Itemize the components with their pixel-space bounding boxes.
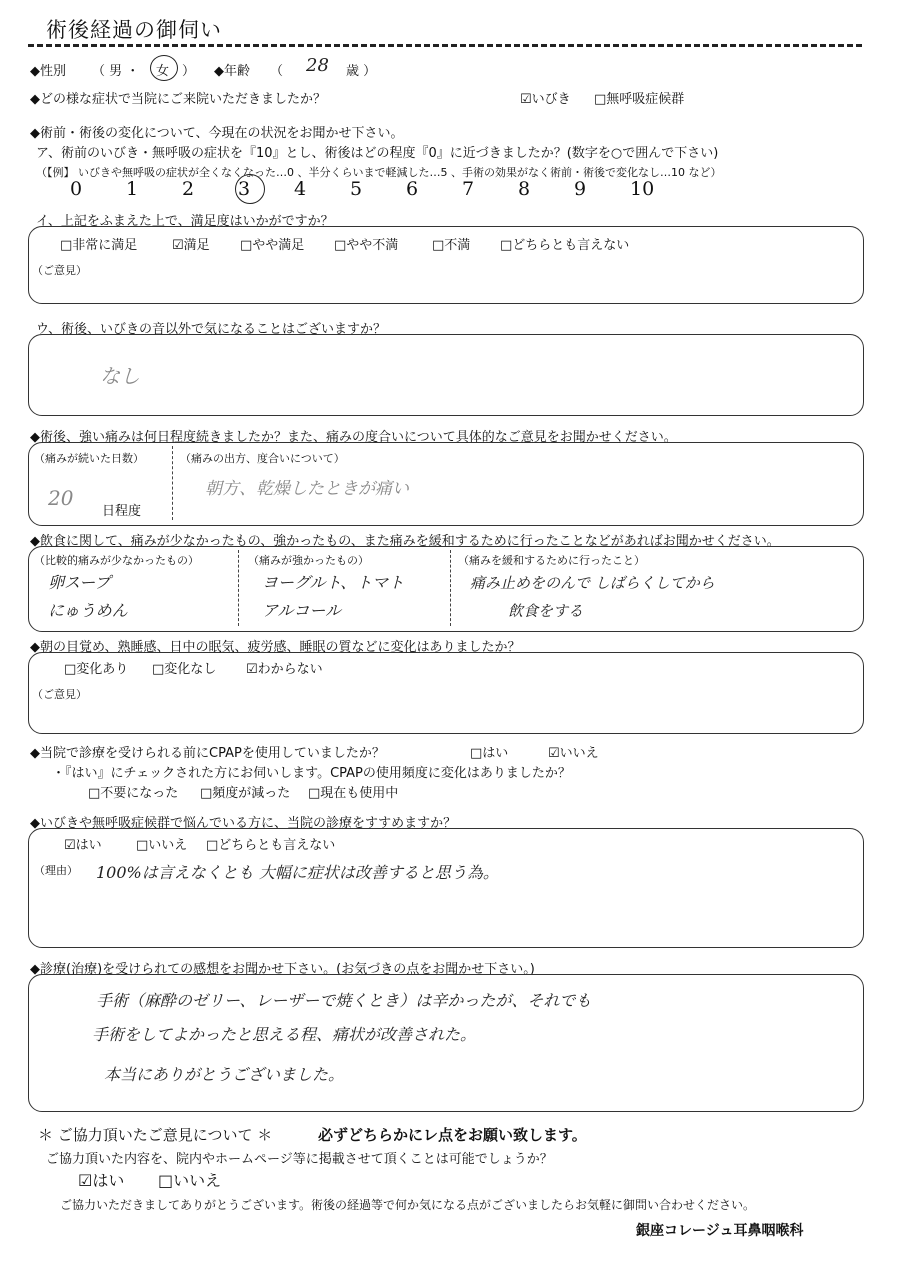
consent-instruction: 必ずどちらかにレ点をお願い致します。 — [318, 1126, 587, 1144]
age-unit: 歳 ） — [346, 64, 377, 79]
consent-no-checkbox[interactable]: □いいえ — [158, 1171, 222, 1190]
impression-line: 手術（麻酔のゼリー、レーザーで焼くとき）は辛かったが、それでも — [96, 991, 592, 1010]
scale-5[interactable]: 5 — [350, 178, 363, 200]
satisfaction-option-dissatisfied[interactable]: □不満 — [432, 238, 471, 253]
age-value[interactable]: 28 — [306, 55, 329, 76]
cpap-yes-checkbox[interactable]: □はい — [470, 746, 509, 761]
scale-selection-circle — [235, 174, 265, 204]
scale-3[interactable]: 3 — [238, 178, 251, 200]
other-answer-box[interactable] — [28, 334, 864, 416]
consent-heading: ＊ ご協力頂いたご意見について ＊ — [38, 1126, 273, 1144]
gender-female-option[interactable]: 女 — [156, 64, 170, 79]
age-open: （ — [270, 64, 284, 79]
scale-1[interactable]: 1 — [126, 178, 139, 200]
cpap-option-unneeded[interactable]: □不要になった — [88, 786, 179, 801]
change-question: ◆術前・術後の変化について、今現在の状況をお聞かせ下さい。 — [30, 126, 404, 141]
scale-6[interactable]: 6 — [406, 178, 419, 200]
pain-divider — [172, 446, 173, 520]
pain-degree-label: （痛みの出方、度合いについて） — [180, 452, 345, 465]
satisfaction-option-neither[interactable]: □どちらとも言えない — [500, 238, 630, 253]
recommend-option-yes[interactable]: ☑はい — [64, 838, 102, 853]
title-divider — [28, 44, 862, 47]
morning-option-unknown[interactable]: ☑わからない — [246, 662, 323, 677]
satisfaction-option-very-satisfied[interactable]: □非常に満足 — [60, 238, 138, 253]
scale-7[interactable]: 7 — [462, 178, 475, 200]
consent-yes-checkbox[interactable]: ☑はい — [78, 1171, 125, 1190]
change-scale — [70, 178, 686, 200]
pain-degree-answer[interactable]: 朝方、乾燥したときが痛い — [205, 479, 409, 499]
food-relief-label: （痛みを緩和するために行ったこと） — [458, 554, 645, 567]
scale-9[interactable]: 9 — [574, 178, 587, 200]
satisfaction-question: イ、上記をふまえた上で、満足度はいかがですか？ — [36, 214, 334, 229]
food-more-item[interactable]: アルコール — [262, 601, 342, 620]
symptom-snoring-checkbox[interactable]: ☑いびき — [520, 92, 571, 107]
food-less-label: （比較的痛みが少なかったもの） — [34, 554, 199, 567]
scale-4[interactable]: 4 — [294, 178, 307, 200]
recommend-question: ◆いびきや無呼吸症候群で悩んでいる方に、当院の診療をすすめますか？ — [30, 816, 457, 831]
pain-days-unit: 日程度 — [102, 504, 142, 519]
recommend-option-no[interactable]: □いいえ — [136, 838, 188, 853]
impression-question: ◆診療(治療)を受けられての感想をお聞かせ下さい。(お気づきの点をお聞かせ下さい。) — [30, 962, 535, 977]
food-divider-1 — [238, 550, 239, 626]
cpap-option-still-using[interactable]: □現在も使用中 — [308, 786, 399, 801]
change-example: （【例】 いびきや無呼吸の症状が全くなくなった…0 、半分くらいまで軽減した…5 、手術の効果がなく術前・術後で変化なし…10 など） — [36, 166, 722, 179]
pain-box — [28, 442, 864, 526]
page-title: 術後経過の御伺い — [46, 18, 222, 42]
other-answer: なし — [100, 364, 140, 388]
satisfaction-opinion-label: （ご意見） — [32, 264, 87, 277]
recommend-reason-box — [28, 828, 864, 948]
symptom-apnea-checkbox[interactable]: □無呼吸症候群 — [594, 92, 685, 107]
recommend-option-neither[interactable]: □どちらとも言えない — [206, 838, 336, 853]
morning-option-changed[interactable]: □変化あり — [64, 662, 129, 677]
footer-thanks: ご協力いただきましてありがとうございます。術後の経過等で何か気になる点がございましたらお気軽に御問い合わせください。 — [60, 1198, 756, 1212]
recommend-reason[interactable]: 100%は言えなくとも 大幅に症状は改善すると思う為。 — [96, 863, 499, 882]
consent-question: ご協力頂いた内容を、院内やホームページ等に掲載させて頂くことは可能でしょうか？ — [46, 1152, 553, 1167]
satisfaction-option-somewhat-dissatisfied[interactable]: □やや不満 — [334, 238, 399, 253]
scale-10[interactable]: 10 — [630, 178, 655, 200]
impression-line: 本当にありがとうございました。 — [104, 1065, 345, 1084]
other-question: ウ、術後、いびきの音以外で気になることはございますか？ — [36, 322, 386, 337]
food-question: ◆飲食に関して、痛みが少なかったもの、強かったもの、また痛みを緩和するために行ったことなどがあればお聞かせください。 — [30, 534, 780, 549]
scale-8[interactable]: 8 — [518, 178, 531, 200]
scale-0[interactable]: 0 — [70, 178, 83, 200]
impression-line: 手術をしてよかったと思える程、痛状が改善された。 — [92, 1025, 477, 1044]
satisfaction-option-somewhat-satisfied[interactable]: □やや満足 — [240, 238, 305, 253]
clinic-name: 銀座コレージュ耳鼻咽喉科 — [636, 1223, 804, 1239]
food-less-item[interactable]: にゅうめん — [48, 601, 128, 620]
female-selection-circle — [150, 55, 178, 81]
gender-male-option[interactable]: （ 男 ・ — [92, 64, 140, 79]
cpap-option-reduced[interactable]: □頻度が減った — [200, 786, 291, 801]
pain-days-value[interactable]: 20 — [48, 486, 74, 510]
gender-close: ） — [182, 64, 196, 79]
satisfaction-option-satisfied[interactable]: ☑満足 — [172, 238, 210, 253]
pain-question: ◆術後、強い痛みは何日程度続きましたか？また、痛みの度合いについて具体的なご意見をお聞かせください。 — [30, 430, 677, 445]
morning-option-unchanged[interactable]: □変化なし — [152, 662, 217, 677]
food-divider-2 — [450, 550, 451, 626]
cpap-question: ◆当院で診療を受けられる前にCPAPを使用していましたか？ — [30, 746, 385, 761]
food-relief-item[interactable]: 飲食をする — [508, 602, 584, 620]
gender-label: ◆性別 — [30, 64, 66, 79]
cpap-followup: ・『はい』にチェックされた方にお伺いします。CPAPの使用頻度に変化はありましたか？ — [52, 766, 571, 781]
recommend-reason-label: （理由） — [34, 864, 78, 877]
scale-2[interactable]: 2 — [182, 178, 195, 200]
food-more-item[interactable]: ヨーグルト、トマト — [262, 573, 405, 592]
symptom-question: ◆どの様な症状で当院にご来院いただきましたか？ — [30, 92, 326, 107]
morning-question: ◆朝の目覚め、熟睡感、日中の眠気、疲労感、睡眠の質などに変化はありましたか？ — [30, 640, 521, 655]
pain-days-label: （痛みが続いた日数） — [34, 452, 144, 465]
change-question-a: ア、術前のいびき・無呼吸の症状を『10』とし、術後はどの程度『0』に近づきましたか？(数字を○で囲んで下さい) — [36, 146, 719, 161]
age-label: ◆年齢 — [214, 64, 250, 79]
food-relief-item[interactable]: 痛み止めをのんで しばらくしてから — [470, 574, 715, 592]
food-more-label: （痛みが強かったもの） — [248, 554, 369, 567]
morning-opinion-label: （ご意見） — [32, 688, 87, 701]
food-less-item[interactable]: 卵スープ — [48, 573, 111, 592]
cpap-no-checkbox[interactable]: ☑いいえ — [548, 746, 599, 761]
